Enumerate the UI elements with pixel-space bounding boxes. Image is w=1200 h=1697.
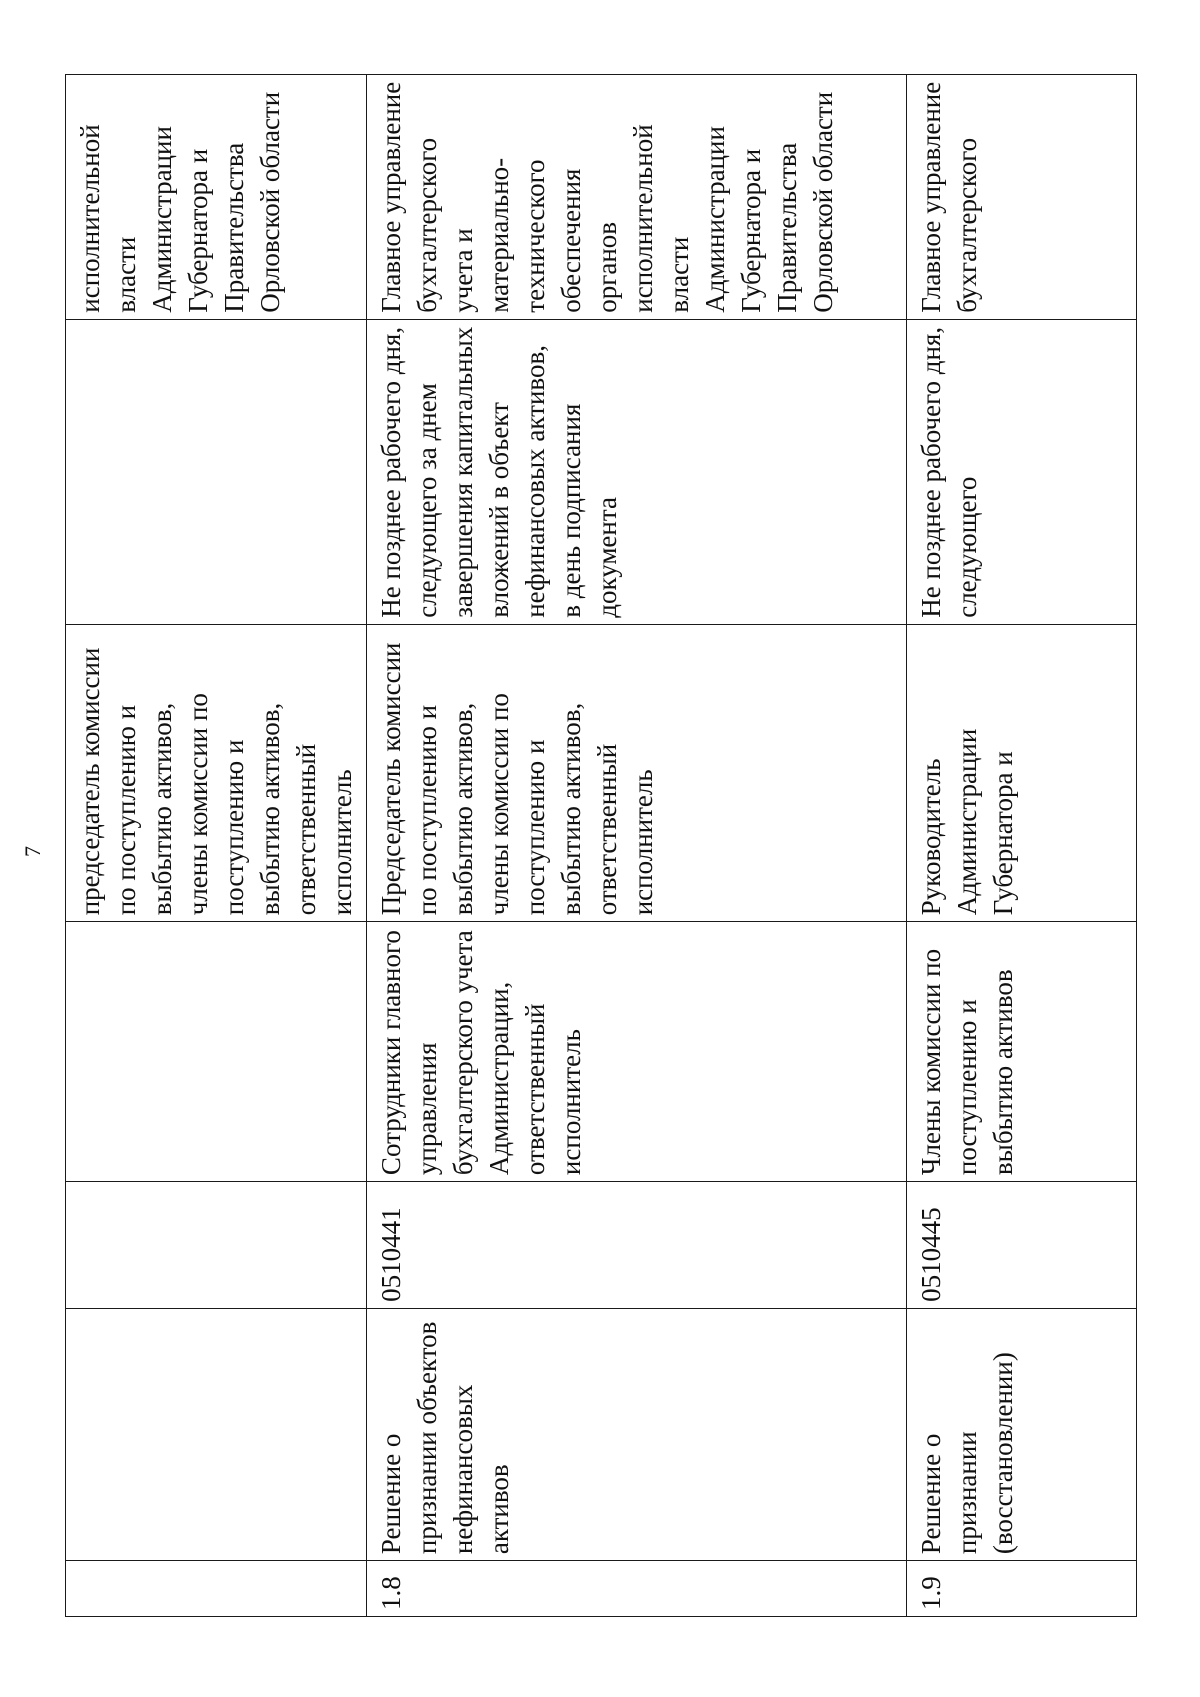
cell-prepared-by: [66, 922, 367, 1182]
cell-document-name: Решение о признании объектов нефинансовых активов: [367, 1308, 907, 1560]
cell-signed-by: Председатель комиссии по поступлению и выбытию активов, члены комиссии по поступлению и выбытию активов, ответственный исполнитель: [367, 624, 907, 922]
cell-form-code: [66, 1182, 367, 1309]
cell-deadline: [66, 319, 367, 624]
cell-signed-by: председатель комиссии по поступлению и выбытию активов, члены комиссии по поступлению и выбытию активов, ответственный исполнитель: [66, 624, 367, 922]
cell-form-code: 0510445: [907, 1182, 1137, 1309]
table-row: [367, 75, 907, 1617]
cell-document-name: [66, 1308, 367, 1560]
cell-number: 1.8: [367, 1561, 907, 1617]
document-table: [65, 74, 1137, 1617]
cell-number: 1.9: [907, 1561, 1137, 1617]
cell-deadline: Не позднее рабочего дня, следующего за днем завершения капитальных вложений в объект нефинансовых активов, в день подписания документа: [367, 319, 907, 624]
cell-submitted-to: исполнительной власти Администрации Губернатора и Правительства Орловской области: [66, 75, 367, 320]
cell-form-code: 0510441: [367, 1182, 907, 1309]
cell-signed-by: Руководитель Администрации Губернатора и: [907, 624, 1137, 922]
cell-submitted-to: Главное управление бухгалтерского учета и материально-технического обеспечения органов исполнительной власти Администрации Губернатора и Правительства Орловской области: [367, 75, 907, 320]
cell-number: [66, 1561, 367, 1617]
cell-prepared-by: Члены комиссии по поступлению и выбытию активов: [907, 922, 1137, 1182]
page-number: 7: [20, 846, 45, 857]
table-row: [907, 75, 1137, 1617]
table-row: [66, 75, 367, 1617]
cell-submitted-to: Главное управление бухгалтерского: [907, 75, 1137, 320]
cell-prepared-by: Сотрудники главного управления бухгалтерского учета Администрации, ответственный исполнитель: [367, 922, 907, 1182]
cell-document-name: Решение о признании (восстановлении): [907, 1308, 1137, 1560]
cell-deadline: Не позднее рабочего дня, следующего: [907, 319, 1137, 624]
